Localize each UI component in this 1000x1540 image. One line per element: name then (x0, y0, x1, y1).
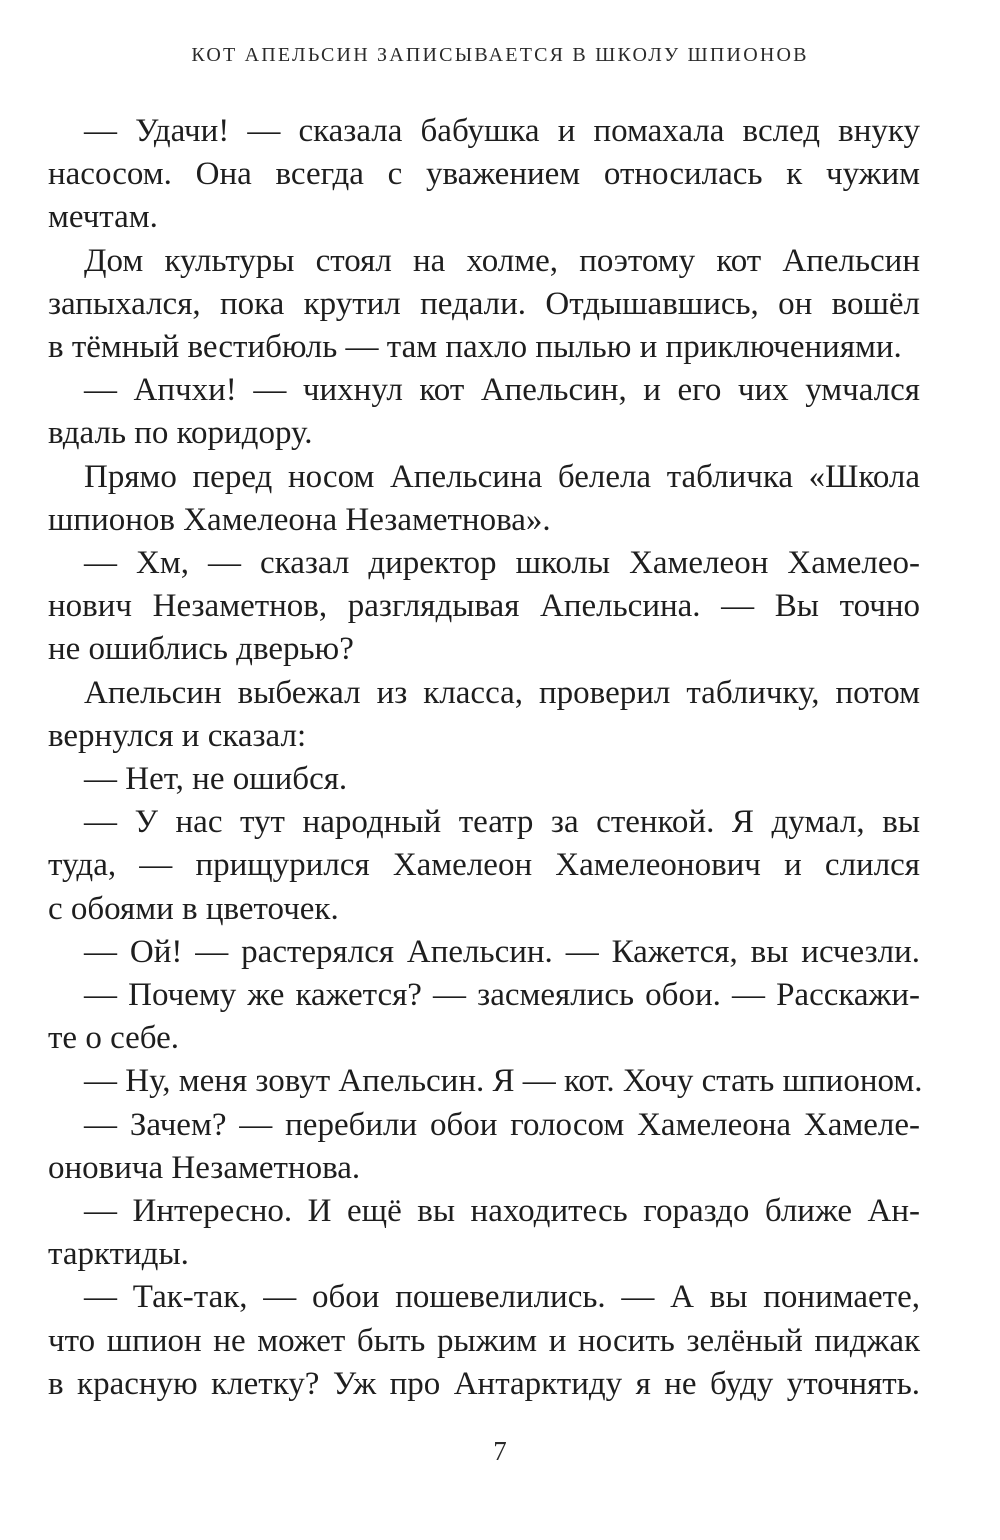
text-line: — Зачем? — перебили обои голосом Хамелеона Хамеле- (84, 1106, 920, 1143)
paragraph (48, 240, 920, 370)
text-line: туда, — прищурился Хамелеон Хамелеонович и слился (48, 847, 920, 884)
running-head: КОТ АПЕЛЬСИН ЗАПИСЫВАЕТСЯ В ШКОЛУ ШПИОНОВ (191, 44, 809, 66)
paragraph (48, 1190, 920, 1276)
text-line: насосом. Она всегда с уважением относилась к чужим (48, 156, 920, 193)
text-line: — Ой! — растерялся Апельсин. — Кажется, вы исчезли. (84, 933, 920, 970)
page-number: 7 (493, 1436, 507, 1466)
text-line: Апельсин выбежал из класса, проверил табличку, потом (84, 674, 920, 711)
text-line: — Нет, не ошибся. (84, 761, 348, 798)
paragraph (48, 1104, 920, 1190)
text-line: тарктиды. (48, 1236, 189, 1273)
paragraph (48, 801, 920, 931)
text-line: те о себе. (48, 1020, 180, 1057)
text-line: что шпион не может быть рыжим и носить зелёный пиджак (48, 1322, 920, 1359)
paragraph (48, 1276, 920, 1406)
text-line: мечтам. (48, 199, 158, 236)
text-line: оновича Незаметнова. (48, 1149, 361, 1186)
paragraph (48, 542, 920, 672)
text-line: с обоями в цветочек. (48, 890, 339, 927)
paragraph (48, 456, 920, 542)
text-line: Дом культуры стоял на холме, поэтому кот Апельсин (84, 242, 920, 279)
paragraph (48, 974, 920, 1060)
text-line: — Удачи! — сказала бабушка и помахала вслед внуку (84, 113, 920, 149)
text-line: не ошиблись дверью? (48, 631, 354, 668)
text-line: — Ну, меня зовут Апельсин. Я — кот. Хочу стать шпионом. (84, 1063, 923, 1100)
text-line: вернулся и сказал: (48, 717, 307, 754)
text-line: шпионов Хамелеона Незаметнова». (48, 501, 551, 538)
paragraph (48, 369, 920, 455)
text-line: в красную клетку? Уж про Антарктиду я не буду уточнять. (48, 1365, 920, 1402)
paragraph (48, 758, 920, 801)
body-text (48, 110, 923, 1406)
paragraph (48, 931, 920, 974)
text-line: — Хм, — сказал директор школы Хамелеон Хамелео- (84, 545, 920, 582)
paragraph (48, 110, 920, 240)
text-line: нович Незаметнов, разглядывая Апельсина. — Вы точно (48, 588, 920, 625)
text-line: — Так-так, — обои пошевелились. — А вы понимаете, (84, 1279, 920, 1316)
text-line: — Интересно. И ещё вы находитесь гораздо ближе Ан- (84, 1193, 920, 1230)
text-line: — У нас тут народный театр за стенкой. Я думал, вы (84, 804, 920, 841)
text-line: Прямо перед носом Апельсина белела табличка «Школа (84, 458, 920, 495)
paragraph (48, 1060, 923, 1103)
text-line: вдаль по коридору. (48, 415, 313, 452)
text-line: — Апчхи! — чихнул кот Апельсин, и его чих умчался (84, 372, 920, 409)
text-line: в тёмный вестибюль — там пахло пылью и приключениями. (48, 329, 902, 366)
text-line: — Почему же кажется? — засмеялись обои. — Расскажи- (84, 977, 920, 1014)
text-line: запыхался, пока крутил педали. Отдышавшись, он вошёл (48, 285, 920, 322)
paragraph (48, 672, 920, 758)
